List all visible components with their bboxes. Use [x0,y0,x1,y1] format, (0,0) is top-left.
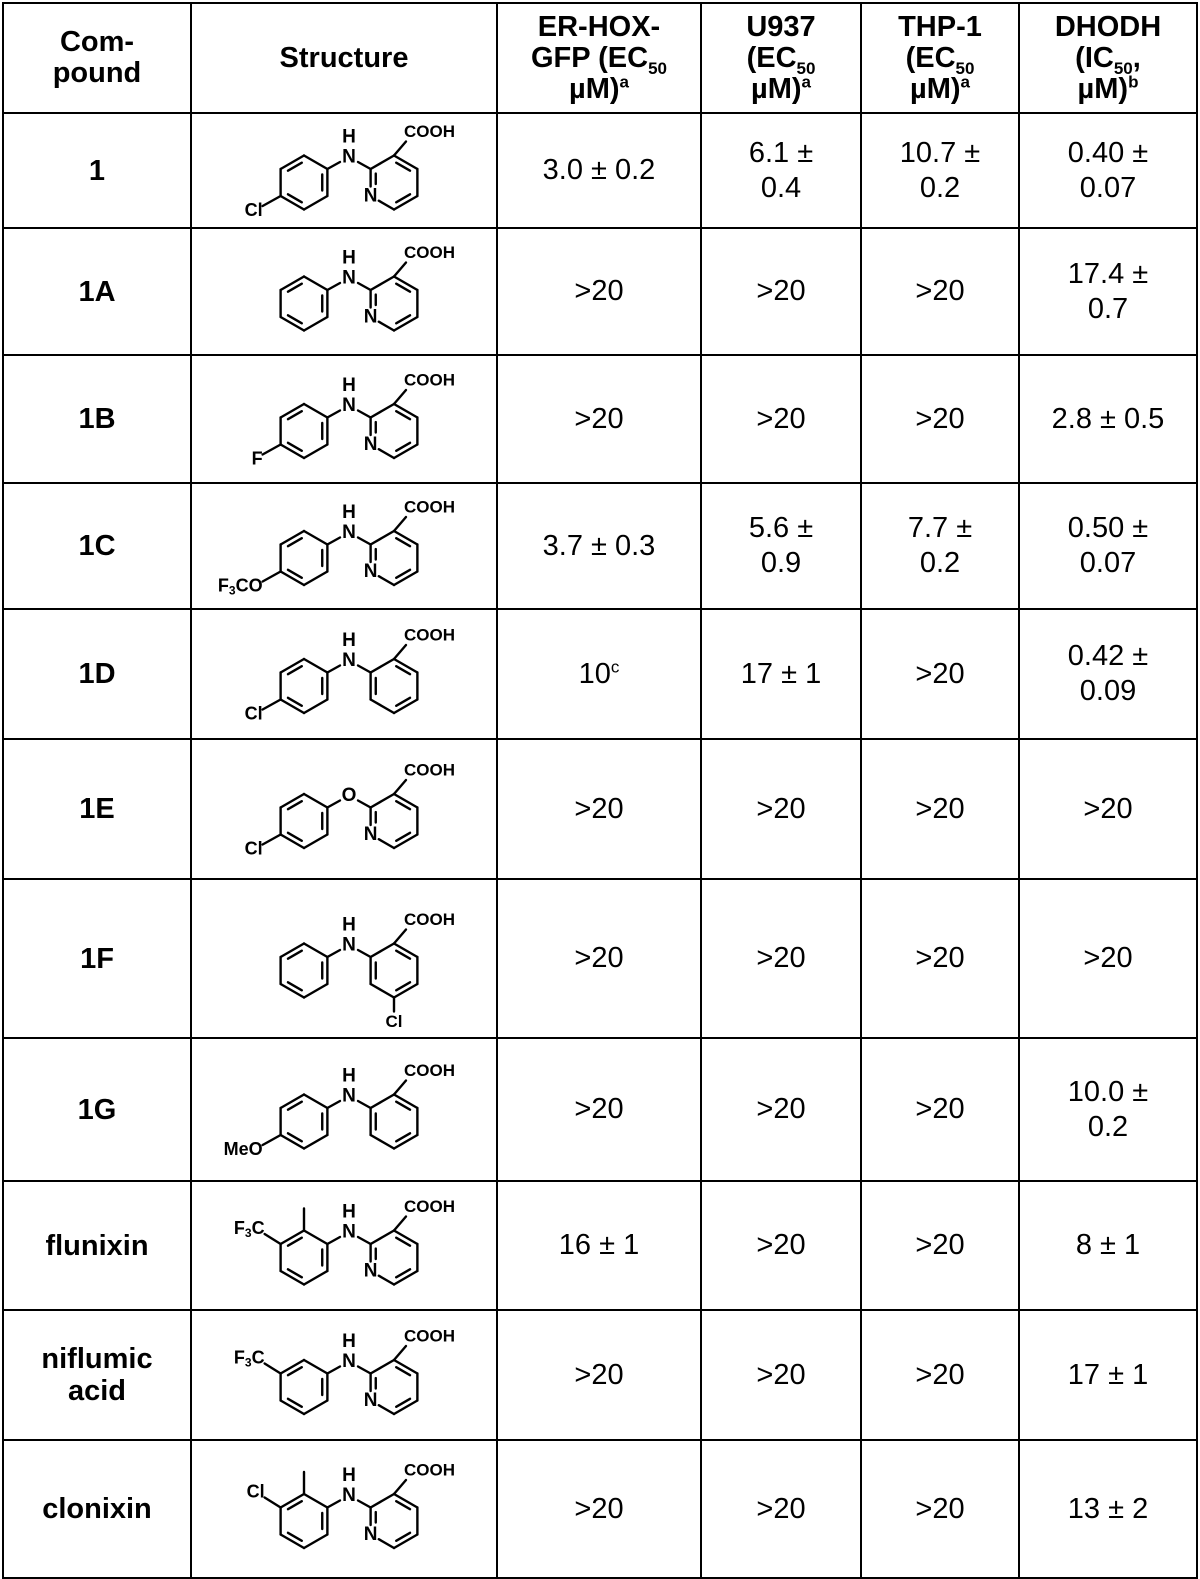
substituent-bond [263,445,281,455]
atom-label: N [342,1485,356,1506]
ring-bond [304,196,327,210]
substituent-label: F [251,448,263,469]
ring-bond [371,1095,394,1109]
ring-bond [371,1360,394,1374]
ring-bond [304,1360,327,1374]
atom-label: O [341,785,357,806]
table-row [3,355,1197,483]
substituent-label: $F_3CO$ [217,575,263,598]
cooh-bond [394,263,406,277]
structure-cell [191,1310,497,1440]
structure-cell [191,1038,497,1181]
atom-label: N [363,1524,378,1545]
atom-label: N [342,1351,356,1372]
linker-bond [358,1501,371,1508]
dhodh-value: >20 [1019,739,1197,879]
atom-label: H [342,375,356,396]
substituent-label: MeO [223,1139,263,1159]
ring-bond [304,445,327,459]
compound-name: 1B [3,355,191,483]
header-structure: Structure [191,3,497,113]
u937-value: >20 [701,228,861,355]
dhodh-value: 0.40 ± 0.07 [1019,113,1197,228]
ring-bond [371,944,394,958]
erhox-value: >20 [497,228,701,355]
substituent-bond [263,835,281,845]
ring-bond [371,1231,394,1245]
ring-bond [304,572,327,586]
atom-label: COOH [404,760,455,780]
linker-bond [358,1367,371,1374]
structure-cell [191,1440,497,1578]
chemical-structure [194,115,494,226]
substituent-bond [263,196,281,206]
ring-bond [371,984,394,998]
thp1-value: >20 [861,739,1019,879]
atom-label: N [342,934,356,956]
erhox-value: >20 [497,1440,701,1578]
ring-bond [371,700,394,714]
substituent-bond [265,1364,281,1374]
compound-name: flunixin [3,1181,191,1310]
cooh-bond [394,780,406,794]
atom-label: N [342,395,356,416]
ring-bond [379,449,394,458]
structure-cell [191,228,497,355]
erhox-value: >20 [497,1310,701,1440]
substituent-bond [263,700,281,710]
chemical-structure [194,1312,494,1438]
thp1-value: 10.7 ± 0.2 [861,113,1019,228]
ring-bond [371,277,394,291]
atom-label: COOH [404,370,455,390]
atom-label: H [342,630,356,651]
cooh-bond [394,517,406,531]
dhodh-value: 10.0 ± 0.2 [1019,1038,1197,1181]
cooh-bond [394,1081,406,1095]
erhox-value: >20 [497,739,701,879]
dhodh-value: 2.8 ± 0.5 [1019,355,1197,483]
linker-bond [327,1101,340,1108]
ring-bond [304,531,327,545]
thp1-value: >20 [861,879,1019,1038]
compound-name: 1E [3,739,191,879]
linker-bond [358,162,371,169]
cooh-bond [394,390,406,404]
header-row [3,3,1197,113]
u937-value: >20 [701,1181,861,1310]
thp1-value: >20 [861,1181,1019,1310]
ring-bond [379,839,394,848]
ring-bond [304,317,327,331]
atom-label: COOH [404,910,455,929]
ring-bond [304,277,327,291]
ring-bond [371,659,394,673]
structure-cell [191,113,497,228]
linker-bond [327,411,340,418]
u937-value: >20 [701,1310,861,1440]
cooh-bond [394,1217,406,1231]
erhox-value: 3.7 ± 0.3 [497,483,701,609]
linker-bond [358,1237,371,1244]
ring-bond [304,1401,327,1415]
linker-bond [358,283,371,290]
erhox-value: >20 [497,1038,701,1181]
substituent-label: Cl [244,703,263,724]
header-thp1: THP-1 ($EC_{50}$ µM)$^a$ [861,3,1019,113]
ring-bond [379,322,394,331]
cooh-bond [394,1346,406,1360]
table-row [3,1310,1197,1440]
compound-name: clonixin [3,1440,191,1578]
linker-bond [358,1101,371,1108]
atom-label: N [342,146,356,168]
linker-bond [358,666,371,673]
atom-label: COOH [404,497,455,517]
structure-cell [191,739,497,879]
dhodh-value: 0.42 ± 0.09 [1019,609,1197,739]
header-u937: U937 ($EC_{50}$ µM)$^a$ [701,3,861,113]
table-row [3,113,1197,228]
substituent-bond [263,572,281,582]
ring-bond [371,1135,394,1149]
linker-bond [327,1501,340,1508]
linker-bond [327,283,340,290]
atom-label: H [342,1065,356,1087]
table-row [3,483,1197,609]
chemical-structure [194,881,494,1036]
atom-label: H [342,1201,356,1223]
linker-bond [358,411,371,418]
u937-value: 6.1 ± 0.4 [701,113,861,228]
dhodh-value: 0.50 ± 0.07 [1019,483,1197,609]
linker-bond [327,1237,340,1244]
ring-bond [371,531,394,545]
substituent-bond [265,1498,281,1508]
erhox-value: >20 [497,355,701,483]
substituent-bond [263,1135,281,1145]
linker-bond [327,666,340,673]
ring-bond [304,1535,327,1549]
atom-label: N [342,1221,356,1243]
atom-label: COOH [404,122,455,141]
ring-bond [304,1095,327,1109]
table-row [3,1440,1197,1578]
substituent-label: $F_3C$ [233,1218,265,1240]
structure-cell [191,1181,497,1310]
ring-bond [304,700,327,714]
compound-name: 1D [3,609,191,739]
ring-bond [304,659,327,673]
thp1-value: 7.7 ± 0.2 [861,483,1019,609]
dhodh-value: >20 [1019,879,1197,1038]
ring-bond [304,1494,327,1508]
chemical-structure [194,230,494,353]
substituent-bond [265,1234,281,1244]
header-erhox: ER-HOX- GFP ($EC_{50}$ µM)$^a$ [497,3,701,113]
dhodh-value: 13 ± 2 [1019,1440,1197,1578]
ring-bond [379,1276,394,1285]
table-row [3,879,1197,1038]
atom-label: N [363,306,378,328]
atom-label: H [342,1465,356,1486]
atom-label: N [342,267,356,289]
ring-bond [304,794,327,808]
atom-label: COOH [404,1061,455,1080]
erhox-value: >20 [497,879,701,1038]
cooh-bond [394,142,406,156]
chemical-structure [194,741,494,877]
thp1-value: >20 [861,1440,1019,1578]
compound-name: 1C [3,483,191,609]
dhodh-value: 17 ± 1 [1019,1310,1197,1440]
u937-value: 5.6 ± 0.9 [701,483,861,609]
cooh-bond [394,1480,406,1494]
atom-label: COOH [404,625,455,645]
table-row [3,1181,1197,1310]
erhox-value: 16 ± 1 [497,1181,701,1310]
structure-cell [191,609,497,739]
ring-bond [304,984,327,998]
atom-label: H [342,914,356,936]
erhox-value: 10$^c$ [497,609,701,739]
ring-bond [371,1494,394,1508]
cooh-bond [394,930,406,944]
u937-value: 17 ± 1 [701,609,861,739]
u937-value: >20 [701,879,861,1038]
chemical-structure [194,1183,494,1308]
table-row [3,609,1197,739]
atom-label: COOH [404,1197,455,1216]
chemical-structure [194,357,494,481]
ring-bond [371,794,394,808]
results-table [2,2,1198,1579]
substituent-label: $F_3C$ [233,1347,265,1370]
atom-label: COOH [404,1326,455,1346]
ring-bond [371,156,394,170]
atom-label: N [363,1390,378,1411]
thp1-value: >20 [861,228,1019,355]
ring-bond [379,1539,394,1548]
atom-label: N [363,1260,378,1282]
ring-bond [304,156,327,170]
ring-bond [371,404,394,418]
compound-name: niflumic acid [3,1310,191,1440]
table-row [3,1038,1197,1181]
compound-name: 1G [3,1038,191,1181]
ring-bond [304,1231,327,1245]
chemical-structure [194,1040,494,1179]
atom-label: N [342,1085,356,1107]
ring-bond [379,201,394,210]
atom-label: H [342,502,356,523]
atom-label: COOH [404,1460,455,1480]
thp1-value: >20 [861,609,1019,739]
atom-label: Cl [385,1012,403,1031]
compound-name: 1A [3,228,191,355]
structure-cell [191,879,497,1038]
ring-bond [379,576,394,585]
linker-bond [358,538,371,545]
dhodh-value: 8 ± 1 [1019,1181,1197,1310]
substituent-label: Cl [244,200,263,220]
atom-label: H [342,126,356,148]
ring-bond [304,1135,327,1149]
ring-bond [304,944,327,958]
thp1-value: >20 [861,1038,1019,1181]
linker-bond [327,162,340,169]
chemical-structure [194,1442,494,1576]
linker-bond [327,538,340,545]
substituent-label: Cl [244,838,263,859]
linker-bond [327,950,340,957]
atom-label: N [342,522,356,543]
atom-label: N [363,561,378,582]
atom-label: COOH [404,243,455,262]
table-row [3,228,1197,355]
linker-bond [327,1367,340,1374]
atom-label: H [342,1331,356,1352]
cooh-bond [394,645,406,659]
erhox-value: 3.0 ± 0.2 [497,113,701,228]
atom-label: N [363,434,378,455]
table-row [3,739,1197,879]
ring-bond [304,1271,327,1285]
substituent-label: Cl [246,1481,265,1502]
u937-value: >20 [701,1038,861,1181]
atom-label: N [363,824,378,845]
u937-value: >20 [701,355,861,483]
header-compound: Com- pound [3,3,191,113]
atom-label: N [363,185,378,207]
structure-cell [191,483,497,609]
ring-bond [304,835,327,849]
linker-bond [358,801,371,808]
structure-cell [191,355,497,483]
linker-bond [327,801,340,808]
thp1-value: >20 [861,1310,1019,1440]
u937-value: >20 [701,1440,861,1578]
u937-value: >20 [701,739,861,879]
chemical-structure [194,611,494,737]
dhodh-value: 17.4 ± 0.7 [1019,228,1197,355]
atom-label: H [342,247,356,269]
header-dhodh: DHODH ($IC_{50}$, µM)$^b$ [1019,3,1197,113]
ring-bond [379,1405,394,1414]
chemical-structure [194,485,494,607]
thp1-value: >20 [861,355,1019,483]
atom-label: N [342,650,356,671]
compound-name: 1 [3,113,191,228]
ring-bond [304,404,327,418]
compound-name: 1F [3,879,191,1038]
linker-bond [358,950,371,957]
